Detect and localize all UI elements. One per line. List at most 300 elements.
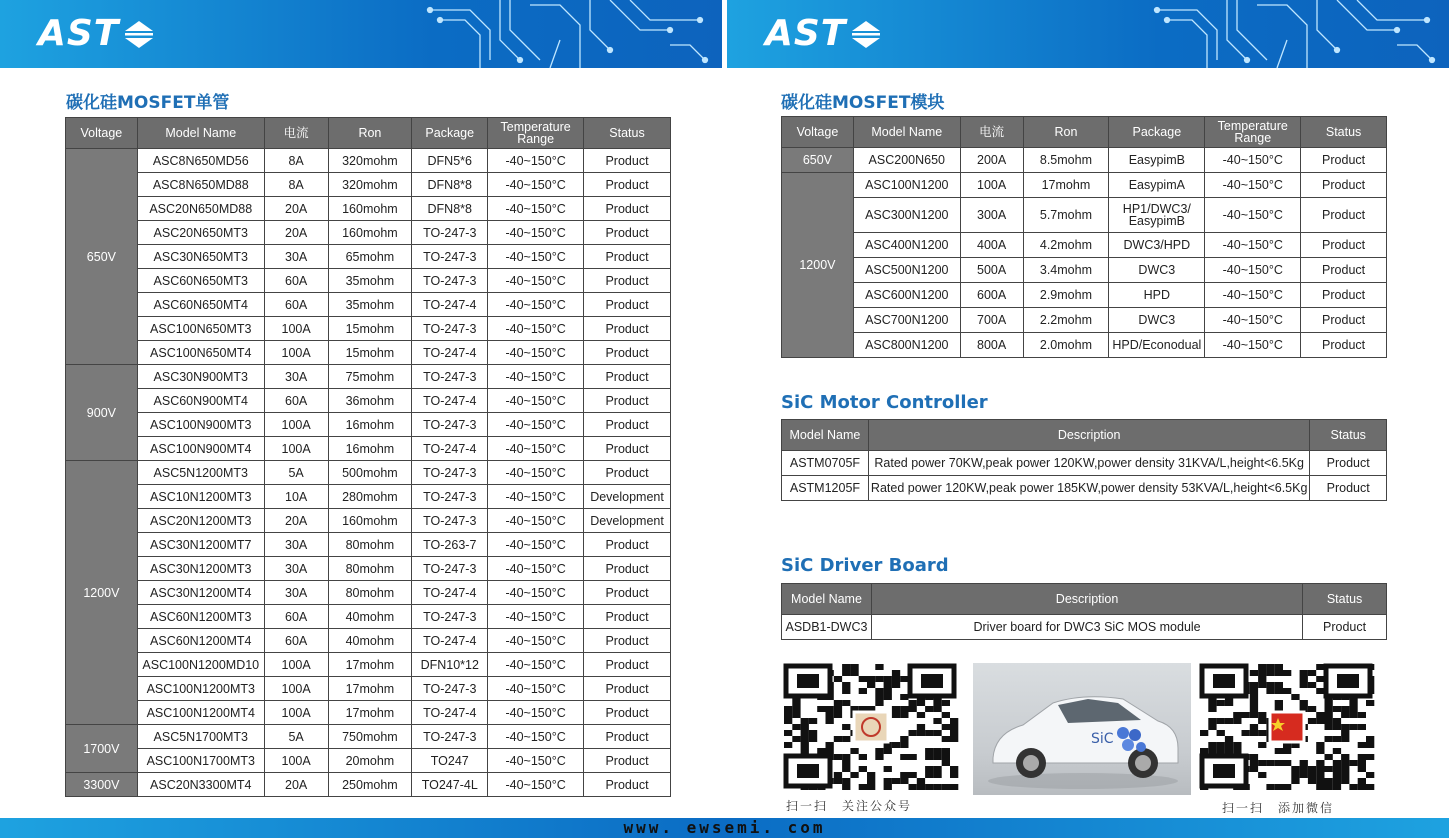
column-header: Ron [328,118,412,149]
right-banner [727,0,1449,68]
ron-cell: 160mohm [328,509,412,533]
temperature-cell: -40~150°C [488,221,584,245]
current-cell: 10A [264,485,328,509]
table-row [66,533,671,557]
table-row [782,333,1387,358]
ron-cell: 17mohm [328,653,412,677]
model-name-cell: ASC60N900MT4 [137,389,264,413]
table-row [66,677,671,701]
temperature-cell: -40~150°C [488,317,584,341]
table-row [782,615,1387,640]
status-cell: Product [584,461,671,485]
model-name-cell: ASC100N900MT3 [137,413,264,437]
status-cell: Product [1301,258,1387,283]
voltage-cell: 3300V [66,773,138,797]
model-name-cell: ASC100N1200MT3 [137,677,264,701]
package-cell: TO-247-3 [412,317,488,341]
brand-logo [38,13,155,54]
temperature-cell: -40~150°C [488,293,584,317]
table-row [66,173,671,197]
temperature-cell: -40~150°C [488,557,584,581]
package-cell: DFN10*12 [412,653,488,677]
ron-cell: 17mohm [1023,173,1109,198]
model-name-cell: ASC20N3300MT4 [137,773,264,797]
table-row [782,451,1387,476]
status-cell: Product [584,605,671,629]
circuit-decoration-icon [410,0,710,68]
model-name-cell: ASC60N1200MT4 [137,629,264,653]
motor-section-title: SiC Motor Controller [781,392,988,413]
table-row [66,557,671,581]
model-name-cell: ASC700N1200 [853,308,960,333]
ron-cell: 80mohm [328,557,412,581]
model-name-cell: ASC200N650 [853,148,960,173]
status-cell: Product [584,677,671,701]
table-row [66,581,671,605]
table-row [66,773,671,797]
package-cell: TO-247-3 [412,725,488,749]
current-cell: 500A [960,258,1023,283]
temperature-cell: -40~150°C [488,701,584,725]
status-cell: Product [584,389,671,413]
column-header: Status [1301,117,1387,148]
column-header: Status [584,118,671,149]
model-name-cell: ASC100N650MT3 [137,317,264,341]
table-row [66,221,671,245]
description-cell: Rated power 70KW,peak power 120KW,power density 31KVA/L,height<6.5Kg [868,451,1310,476]
package-cell: EasypimA [1109,173,1205,198]
ron-cell: 320mohm [328,149,412,173]
column-header: Package [412,118,488,149]
current-cell: 60A [264,269,328,293]
current-cell: 100A [960,173,1023,198]
temperature-cell: -40~150°C [488,173,584,197]
column-header: Temperature Range [488,118,584,149]
model-name-cell: ASC100N1700MT3 [137,749,264,773]
status-cell: Product [1301,173,1387,198]
model-name-cell: ASTM1205F [782,476,869,501]
temperature-cell: -40~150°C [488,269,584,293]
temperature-cell: -40~150°C [1205,308,1301,333]
footer-website-link[interactable]: www. ewsemi. com [623,818,826,837]
package-cell: DFN8*8 [412,173,488,197]
current-cell: 800A [960,333,1023,358]
temperature-cell: -40~150°C [1205,173,1301,198]
package-cell: TO-247-4 [412,437,488,461]
ron-cell: 2.2mohm [1023,308,1109,333]
current-cell: 100A [264,341,328,365]
table-row [66,701,671,725]
table-row [66,725,671,749]
package-cell: TO-247-4 [412,581,488,605]
table-row [782,476,1387,501]
ron-cell: 35mohm [328,269,412,293]
ron-cell: 16mohm [328,413,412,437]
ron-cell: 750mohm [328,725,412,749]
qr-left-caption: 扫一扫 关注公众号 [786,799,913,813]
status-cell: Product [584,293,671,317]
current-cell: 20A [264,509,328,533]
driver-board-table [781,583,1387,640]
status-cell: Product [584,221,671,245]
status-cell: Development [584,509,671,533]
qr-code-icon[interactable] [782,662,960,792]
current-cell: 100A [264,437,328,461]
temperature-cell: -40~150°C [488,461,584,485]
model-name-cell: ASC100N1200MD10 [137,653,264,677]
status-cell: Product [584,437,671,461]
model-name-cell: ASC500N1200 [853,258,960,283]
table-row [66,509,671,533]
ron-cell: 40mohm [328,629,412,653]
ron-cell: 160mohm [328,197,412,221]
temperature-cell: -40~150°C [488,485,584,509]
current-cell: 5A [264,725,328,749]
status-cell: Product [584,701,671,725]
table-row [66,149,671,173]
status-cell: Product [584,341,671,365]
model-name-cell: ASC60N650MT4 [137,293,264,317]
current-cell: 100A [264,677,328,701]
model-name-cell: ASC100N650MT4 [137,341,264,365]
temperature-cell: -40~150°C [488,773,584,797]
column-header: Status [1303,584,1387,615]
table-row [66,437,671,461]
brand-logo [765,13,882,54]
status-cell: Product [584,245,671,269]
model-name-cell: ASC30N1200MT7 [137,533,264,557]
circuit-decoration-icon [1137,0,1437,68]
table-row [66,605,671,629]
model-name-cell: ASC5N1200MT3 [137,461,264,485]
ron-cell: 65mohm [328,245,412,269]
status-cell: Product [584,773,671,797]
column-header: Description [868,420,1310,451]
current-cell: 100A [264,701,328,725]
status-cell: Product [1301,233,1387,258]
table-row [66,749,671,773]
table-row [66,317,671,341]
column-header: Ron [1023,117,1109,148]
voltage-cell: 900V [66,365,138,461]
ron-cell: 75mohm [328,365,412,389]
model-name-cell: ASC400N1200 [853,233,960,258]
description-cell: Driver board for DWC3 SiC MOS module [871,615,1302,640]
ron-cell: 80mohm [328,533,412,557]
package-cell: TO-247-3 [412,245,488,269]
car-logo-text: SiC [1091,731,1114,747]
description-cell: Rated power 120KW,peak power 185KW,power density 53KVA/L,height<6.5Kg [868,476,1310,501]
ron-cell: 40mohm [328,605,412,629]
status-cell: Product [584,197,671,221]
model-name-cell: ASC8N650MD88 [137,173,264,197]
model-name-cell: ASC5N1700MT3 [137,725,264,749]
ron-cell: 17mohm [328,677,412,701]
column-header: Description [871,584,1302,615]
table-row [782,198,1387,233]
logo-text: AST [38,13,120,54]
table-header-row [782,117,1387,148]
model-name-cell: ASC30N650MT3 [137,245,264,269]
model-name-cell: ASC100N1200 [853,173,960,198]
ron-cell: 280mohm [328,485,412,509]
status-cell: Product [584,581,671,605]
voltage-cell: 650V [782,148,854,173]
temperature-cell: -40~150°C [1205,233,1301,258]
table-row [782,308,1387,333]
ron-cell: 3.4mohm [1023,258,1109,283]
package-cell: DFN5*6 [412,149,488,173]
current-cell: 100A [264,749,328,773]
package-cell: HP1/DWC3/ EasypimB [1109,198,1205,233]
ron-cell: 500mohm [328,461,412,485]
model-name-cell: ASC800N1200 [853,333,960,358]
temperature-cell: -40~150°C [488,605,584,629]
status-cell: Product [584,749,671,773]
current-cell: 30A [264,533,328,557]
footer-bar [0,818,1449,838]
current-cell: 100A [264,653,328,677]
status-cell: Product [1310,451,1387,476]
car-photo [973,663,1191,795]
package-cell: EasypimB [1109,148,1205,173]
ron-cell: 8.5mohm [1023,148,1109,173]
model-name-cell: ASDB1-DWC3 [782,615,872,640]
temperature-cell: -40~150°C [488,245,584,269]
status-cell: Product [584,629,671,653]
column-header: 电流 [960,117,1023,148]
left-banner [0,0,722,68]
status-cell: Product [584,365,671,389]
model-name-cell: ASC60N1200MT3 [137,605,264,629]
package-cell: TO-263-7 [412,533,488,557]
package-cell: TO-247-3 [412,509,488,533]
voltage-cell: 1700V [66,725,138,773]
status-cell: Product [584,269,671,293]
column-header: Model Name [782,584,872,615]
current-cell: 700A [960,308,1023,333]
package-cell: TO-247-3 [412,485,488,509]
status-cell: Product [1301,283,1387,308]
ron-cell: 36mohm [328,389,412,413]
package-cell: TO247-4L [412,773,488,797]
discrete-section-title: 碳化硅MOSFET单管 [66,93,230,113]
table-row [66,197,671,221]
status-cell: Development [584,485,671,509]
model-name-cell: ASC100N1200MT4 [137,701,264,725]
model-name-cell: ASC100N900MT4 [137,437,264,461]
temperature-cell: -40~150°C [488,533,584,557]
ron-cell: 35mohm [328,293,412,317]
current-cell: 300A [960,198,1023,233]
package-cell: DWC3 [1109,258,1205,283]
package-cell: TO-247-4 [412,629,488,653]
ron-cell: 5.7mohm [1023,198,1109,233]
temperature-cell: -40~150°C [488,725,584,749]
status-cell: Product [584,317,671,341]
status-cell: Product [584,533,671,557]
current-cell: 100A [264,413,328,437]
current-cell: 8A [264,173,328,197]
table-row [66,413,671,437]
temperature-cell: -40~150°C [488,437,584,461]
ron-cell: 15mohm [328,317,412,341]
table-row [66,461,671,485]
package-cell: TO-247-3 [412,221,488,245]
package-cell: HPD [1109,283,1205,308]
table-row [782,283,1387,308]
model-name-cell: ASC300N1200 [853,198,960,233]
column-header: Temperature Range [1205,117,1301,148]
model-name-cell: ASC600N1200 [853,283,960,308]
temperature-cell: -40~150°C [488,509,584,533]
temperature-cell: -40~150°C [488,581,584,605]
column-header: Voltage [66,118,138,149]
status-cell: Product [584,653,671,677]
car-image-icon [973,663,1191,795]
status-cell: Product [1310,476,1387,501]
table-row [782,173,1387,198]
column-header: Package [1109,117,1205,148]
package-cell: TO-247-3 [412,269,488,293]
table-row [66,269,671,293]
current-cell: 600A [960,283,1023,308]
status-cell: Product [584,413,671,437]
status-cell: Product [1303,615,1387,640]
model-name-cell: ASC10N1200MT3 [137,485,264,509]
current-cell: 60A [264,605,328,629]
temperature-cell: -40~150°C [488,389,584,413]
table-row [66,293,671,317]
status-cell: Product [584,725,671,749]
temperature-cell: -40~150°C [1205,333,1301,358]
voltage-cell: 1200V [66,461,138,725]
model-name-cell: ASC30N1200MT4 [137,581,264,605]
ron-cell: 250mohm [328,773,412,797]
status-cell: Product [584,557,671,581]
package-cell: TO-247-3 [412,365,488,389]
package-cell: DWC3/HPD [1109,233,1205,258]
column-header: Model Name [782,420,869,451]
temperature-cell: -40~150°C [488,197,584,221]
model-name-cell: ASC20N650MD88 [137,197,264,221]
current-cell: 20A [264,197,328,221]
current-cell: 60A [264,293,328,317]
status-cell: Product [1301,148,1387,173]
table-row [66,653,671,677]
column-header: 电流 [264,118,328,149]
current-cell: 30A [264,581,328,605]
current-cell: 60A [264,389,328,413]
current-cell: 20A [264,221,328,245]
mosfet-module-table [781,116,1387,358]
current-cell: 200A [960,148,1023,173]
discrete-mosfet-table [65,117,671,797]
table-row [66,365,671,389]
model-name-cell: ASTM0705F [782,451,869,476]
current-cell: 20A [264,773,328,797]
temperature-cell: -40~150°C [1205,258,1301,283]
table-header-row [782,584,1387,615]
package-cell: TO-247-4 [412,389,488,413]
column-header: Status [1310,420,1387,451]
package-cell: HPD/Econodual [1109,333,1205,358]
package-cell: DFN8*8 [412,197,488,221]
status-cell: Product [1301,333,1387,358]
package-cell: TO-247-3 [412,677,488,701]
current-cell: 30A [264,245,328,269]
table-row [782,258,1387,283]
ron-cell: 320mohm [328,173,412,197]
table-row [66,341,671,365]
module-section-title: 碳化硅MOSFET模块 [781,93,945,113]
table-row [782,148,1387,173]
logo-arrows-icon [850,19,882,49]
temperature-cell: -40~150°C [1205,283,1301,308]
package-cell: TO-247-4 [412,701,488,725]
ron-cell: 160mohm [328,221,412,245]
temperature-cell: -40~150°C [488,677,584,701]
status-cell: Product [1301,308,1387,333]
model-name-cell: ASC60N650MT3 [137,269,264,293]
current-cell: 100A [264,317,328,341]
temperature-cell: -40~150°C [488,749,584,773]
column-header: Model Name [137,118,264,149]
package-cell: TO-247-3 [412,557,488,581]
temperature-cell: -40~150°C [488,629,584,653]
package-cell: TO-247-4 [412,293,488,317]
current-cell: 5A [264,461,328,485]
model-name-cell: ASC20N1200MT3 [137,509,264,533]
current-cell: 400A [960,233,1023,258]
logo-text: AST [765,13,847,54]
package-cell: TO-247-3 [412,413,488,437]
driver-section-title: SiC Driver Board [781,555,949,576]
table-row [66,485,671,509]
wechat-qr-code-icon[interactable] [1198,662,1376,792]
temperature-cell: -40~150°C [488,149,584,173]
temperature-cell: -40~150°C [488,413,584,437]
package-cell: TO-247-3 [412,605,488,629]
temperature-cell: -40~150°C [488,341,584,365]
ron-cell: 4.2mohm [1023,233,1109,258]
temperature-cell: -40~150°C [488,365,584,389]
table-header-row [66,118,671,149]
ron-cell: 17mohm [328,701,412,725]
status-cell: Product [584,173,671,197]
table-row [782,233,1387,258]
status-cell: Product [1301,198,1387,233]
temperature-cell: -40~150°C [1205,148,1301,173]
qr-right-caption: 扫一扫 添加微信 [1222,801,1335,815]
model-name-cell: ASC20N650MT3 [137,221,264,245]
package-cell: TO-247-3 [412,461,488,485]
logo-arrows-icon [123,19,155,49]
ron-cell: 15mohm [328,341,412,365]
current-cell: 60A [264,629,328,653]
table-row [66,629,671,653]
ron-cell: 2.9mohm [1023,283,1109,308]
package-cell: TO-247-4 [412,341,488,365]
status-cell: Product [584,149,671,173]
package-cell: TO247 [412,749,488,773]
column-header: Model Name [853,117,960,148]
voltage-cell: 1200V [782,173,854,358]
current-cell: 8A [264,149,328,173]
table-header-row [782,420,1387,451]
ron-cell: 2.0mohm [1023,333,1109,358]
model-name-cell: ASC30N900MT3 [137,365,264,389]
